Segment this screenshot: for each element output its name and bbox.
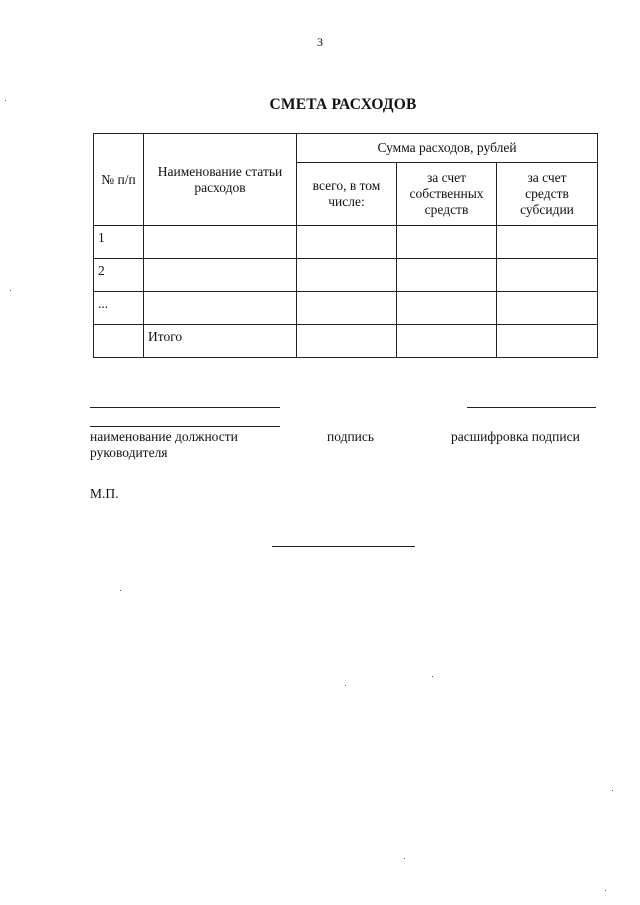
decoding-signature-line: [467, 407, 596, 408]
header-subsidy: за счет средств субсидии: [497, 163, 598, 226]
table-row: [94, 292, 598, 325]
expense-estimate-table: [93, 133, 598, 358]
cell-subsidy: [497, 325, 598, 358]
table-row-total: [94, 325, 598, 358]
scan-speck: [120, 590, 121, 591]
scan-speck: [404, 858, 405, 859]
position-signature-line-lower: [90, 426, 280, 427]
cell-total: [297, 259, 397, 292]
stamp-place-label: М.П.: [90, 486, 119, 501]
scan-speck: [605, 890, 606, 891]
separator-line: [272, 546, 415, 547]
cell-num: ...: [94, 292, 144, 325]
scan-speck: [345, 685, 346, 686]
header-item-name-text: Наименование статьи расходов: [157, 164, 283, 195]
position-label: наименование должности руководителя: [90, 429, 238, 460]
cell-num: 1: [94, 226, 144, 259]
decoding-label: расшифровка подписи: [451, 429, 580, 444]
cell-name: Итого: [144, 325, 297, 358]
cell-subsidy: [497, 292, 598, 325]
cell-subsidy: [497, 226, 598, 259]
scan-speck: [432, 676, 433, 677]
cell-own: [397, 226, 497, 259]
cell-own: [397, 325, 497, 358]
cell-name: [144, 259, 297, 292]
cell-num: 2: [94, 259, 144, 292]
table-row: [94, 259, 598, 292]
page-number: 3: [317, 35, 323, 49]
header-num: № п/п: [94, 134, 144, 226]
cell-name: [144, 226, 297, 259]
scan-speck: [5, 100, 6, 101]
header-item-name: [144, 134, 297, 226]
header-own-funds: за счет собственных средств: [397, 163, 497, 226]
document-title: СМЕТА РАСХОДОВ: [269, 96, 417, 113]
header-total: всего, в том числе:: [297, 163, 397, 226]
cell-num: [94, 325, 144, 358]
scan-speck: [612, 790, 613, 791]
signature-label: подпись: [327, 429, 375, 444]
cell-subsidy: [497, 259, 598, 292]
cell-own: [397, 292, 497, 325]
table-row: [94, 226, 598, 259]
header-sum-group: Сумма расходов, рублей: [297, 134, 598, 163]
cell-total: [297, 292, 397, 325]
scan-speck: [10, 290, 11, 291]
cell-total: [297, 226, 397, 259]
cell-own: [397, 259, 497, 292]
cell-total: [297, 325, 397, 358]
position-signature-line: [90, 407, 280, 408]
cell-name: [144, 292, 297, 325]
